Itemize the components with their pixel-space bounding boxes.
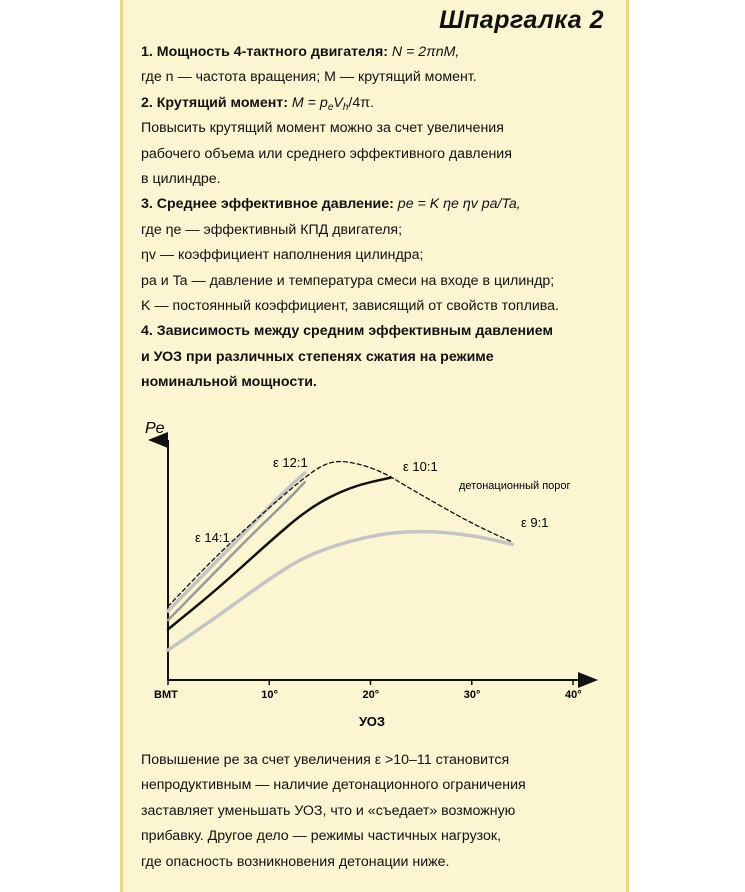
annotation-e12: ε 12:1 [273, 455, 308, 470]
y-axis-label: Pe [145, 420, 165, 437]
series-line-3 [168, 532, 512, 650]
section2-formula-b: V [333, 94, 343, 111]
annotation-detonation-threshold: детонационный порог [459, 480, 571, 492]
section2-line1 [141, 91, 611, 116]
section2-formula-sub2: h [342, 101, 349, 113]
x-axis-label: УОЗ [359, 714, 386, 729]
annotation-e9: ε 9:1 [521, 515, 549, 530]
section1-line1 [141, 40, 611, 65]
cheatsheet-text [141, 40, 611, 396]
annotation-e10: ε 10:1 [403, 459, 438, 474]
section4-heading-line: и УОЗ при различных степенях сжатия на режиме [141, 348, 494, 365]
x-tick-label: 30° [463, 689, 481, 701]
section3-text-line: K — постоянный коэффициент, зависящий от свойств топлива. [141, 298, 559, 315]
section2-formula-a: M = p [287, 94, 328, 111]
section3-text-line: pa и Ta — давление и температура смеси на входе в цилиндр; [141, 272, 555, 289]
page-title: Шпаргалка 2 [439, 6, 604, 34]
section3-line1 [141, 192, 611, 217]
section4-heading-line: номинальной мощности. [141, 374, 317, 391]
section3-text-line: где ηe — эффективный КПД двигателя; [141, 221, 403, 238]
series-line-2 [168, 478, 391, 630]
footer-line: непродуктивным — наличие детонационного ограничения [141, 777, 526, 794]
section3-text-line: ηv — коэффициент наполнения цилиндра; [141, 247, 424, 264]
section1-formula: N = 2πnM, [387, 44, 460, 60]
x-tick-label: 20° [362, 689, 380, 701]
section2-text-line: Повысить крутящий момент можно за счет увеличения [141, 120, 504, 137]
section2-formula-c: /4π. [348, 94, 374, 111]
section1-heading: 1. Мощность 4-тактного двигателя: [141, 44, 388, 60]
x-tick-label: ВМТ [154, 689, 178, 701]
section3-formula: pe = K ηe ηv pa/Ta, [393, 196, 521, 213]
footer-line: где опасность возникновения детонации ниже. [141, 853, 450, 870]
section3-heading: 3. Среднее эффективное давление: [141, 196, 394, 213]
series-line-0 [168, 473, 305, 611]
section2-formula-sub1: e [327, 101, 334, 113]
footer-line: Повышение pe за счет увеличения ε >10–11 становится [141, 752, 510, 768]
cheatsheet-panel [120, 0, 629, 892]
x-ticks [154, 680, 582, 701]
chart-axes [145, 420, 578, 729]
series-line-1 [168, 482, 305, 620]
section1-line2: где n — частота вращения; M — крутящий момент. [141, 69, 477, 86]
x-tick-label: 40° [565, 689, 582, 701]
section4-heading-line: 4. Зависимость между средним эффективным давлением [141, 323, 553, 340]
footer-line: заставляет уменьшать УОЗ, что и «съедает» возможную [141, 802, 516, 819]
section2-text-line: рабочего объема или среднего эффективного давления [141, 145, 512, 162]
annotation-e14: ε 14:1 [195, 530, 230, 545]
pe-vs-uoz-chart [123, 410, 620, 740]
chart-annotations [195, 455, 571, 545]
x-tick-label: 10° [261, 689, 278, 701]
section2-heading: 2. Крутящий момент: [141, 94, 288, 111]
conclusion-text [141, 748, 611, 875]
footer-line: прибавку. Другое дело — режимы частичных нагрузок, [141, 828, 502, 845]
section2-text-line: в цилиндре. [141, 171, 221, 188]
